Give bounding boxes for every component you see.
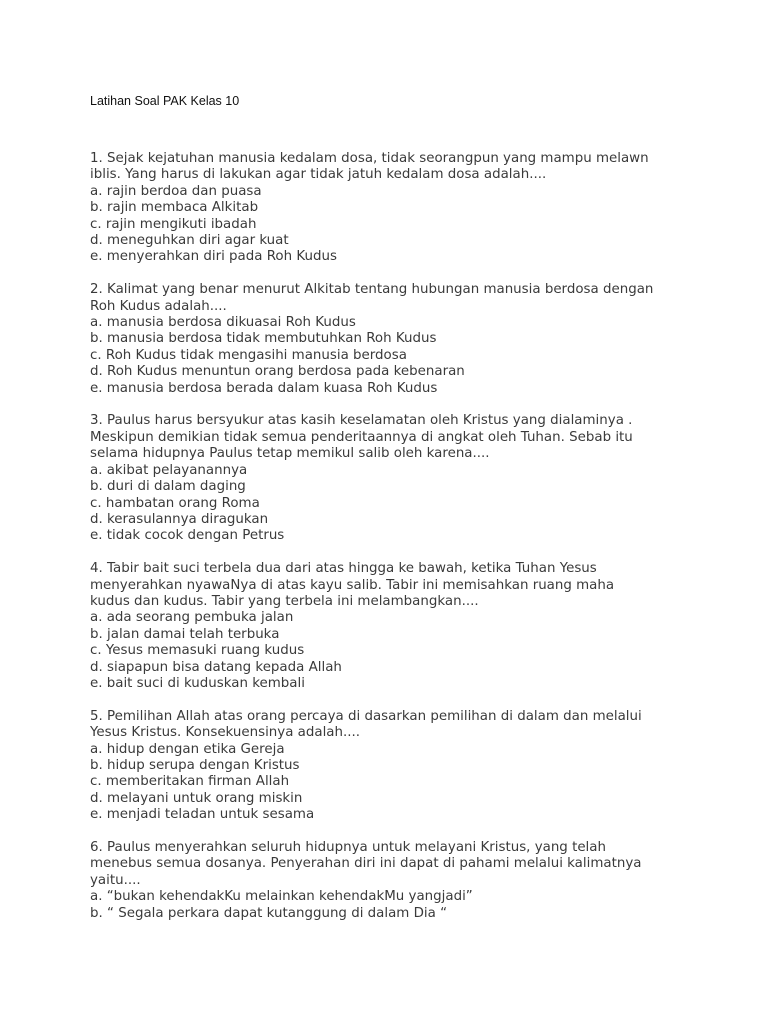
option-a: a. “bukan kehendakKu melainkan kehendakMu yangjadi” — [90, 889, 473, 905]
option-c: c. memberitakan firman Allah — [90, 774, 290, 790]
question-text: 6. Paulus menyerahkan seluruh hidupnya untuk melayani Kristus, yang telah menebus semua dosanya. Penyerahan diri ini dapat di pahami melalui kalimatnya yaitu.... — [90, 839, 642, 888]
question-text: 3. Paulus harus bersyukur atas kasih keselamatan oleh Kristus yang dialaminya . Meskipun demikian tidak semua penderitaannya di angkat oleh Tuhan. Sebab itu selama hidupnya Paulus tetap memikul salib oleh karena.... — [90, 413, 633, 462]
option-b: b. hidup serupa dengan Kristus — [90, 757, 300, 773]
option-d: d. melayani untuk orang miskin — [90, 790, 303, 806]
option-a: a. akibat pelayanannya — [90, 462, 248, 478]
option-list — [90, 184, 730, 266]
option-e: e. bait suci di kuduskan kembali — [90, 675, 305, 691]
option-list — [90, 610, 730, 692]
option-e: e. manusia berdosa berada dalam kuasa Roh Kudus — [90, 380, 438, 396]
option-d: d. Roh Kudus menuntun orang berdosa pada kebenaran — [90, 364, 465, 380]
question-list — [90, 151, 730, 938]
option-d: d. siapapun bisa datang kepada Allah — [90, 659, 342, 675]
option-c: c. hambatan orang Roma — [90, 495, 260, 511]
option-a: a. hidup dengan etika Gereja — [90, 741, 285, 757]
option-a: a. ada seorang pembuka jalan — [90, 610, 294, 626]
question-text: 2. Kalimat yang benar menurut Alkitab tentang hubungan manusia berdosa dengan Roh Kudus adalah.... — [90, 282, 654, 314]
option-c: c. Roh Kudus tidak mengasihi manusia berdosa — [90, 347, 407, 363]
option-a: a. manusia berdosa dikuasai Roh Kudus — [90, 315, 356, 331]
option-list — [90, 463, 730, 545]
question-4 — [90, 561, 730, 692]
option-d: d. meneguhkan diri agar kuat — [90, 233, 289, 249]
option-b: b. rajin membaca Alkitab — [90, 200, 259, 216]
option-c: c. rajin mengikuti ibadah — [90, 216, 257, 232]
option-list — [90, 315, 730, 397]
question-text: 4. Tabir bait suci terbela dua dari atas hingga ke bawah, ketika Tuhan Yesus menyerahkan nyawaNya di atas kayu salib. Tabir ini memisahkan ruang maha kudus dan kudus. Tabir yang terbela ini melambangkan.... — [90, 561, 615, 609]
option-c: c. Yesus memasuki ruang kudus — [90, 643, 305, 659]
option-e: e. menjadi teladan untuk sesama — [90, 807, 315, 823]
question-text: 1. Sejak kejatuhan manusia kedalam dosa, tidak seorangpun yang mampu melawn iblis. Yang harus di lakukan agar tidak jatuh kedalam dosa adalah.... — [90, 151, 649, 183]
question-2 — [90, 282, 730, 397]
document-title: Latihan Soal PAK Kelas 10 — [90, 94, 240, 108]
question-6 — [90, 840, 730, 922]
option-e: e. tidak cocok dengan Petrus — [90, 528, 285, 544]
option-list — [90, 742, 730, 824]
question-3 — [90, 413, 730, 544]
question-5 — [90, 709, 730, 824]
option-e: e. menyerahkan diri pada Roh Kudus — [90, 249, 337, 265]
option-b: b. “ Segala perkara dapat kutanggung di dalam Dia “ — [90, 905, 448, 921]
option-list — [90, 889, 730, 922]
question-text: 5. Pemilihan Allah atas orang percaya di dasarkan pemilihan di dalam dan melalui Yesus Kristus. Konsekuensinya adalah.... — [90, 708, 642, 741]
option-d: d. kerasulannya diragukan — [90, 511, 269, 527]
option-b: b. duri di dalam daging — [90, 479, 246, 495]
option-b: b. manusia berdosa tidak membutuhkan Roh Kudus — [90, 331, 437, 347]
option-b: b. jalan damai telah terbuka — [90, 626, 280, 642]
option-a: a. rajin berdoa dan puasa — [90, 183, 262, 199]
question-1 — [90, 151, 730, 266]
